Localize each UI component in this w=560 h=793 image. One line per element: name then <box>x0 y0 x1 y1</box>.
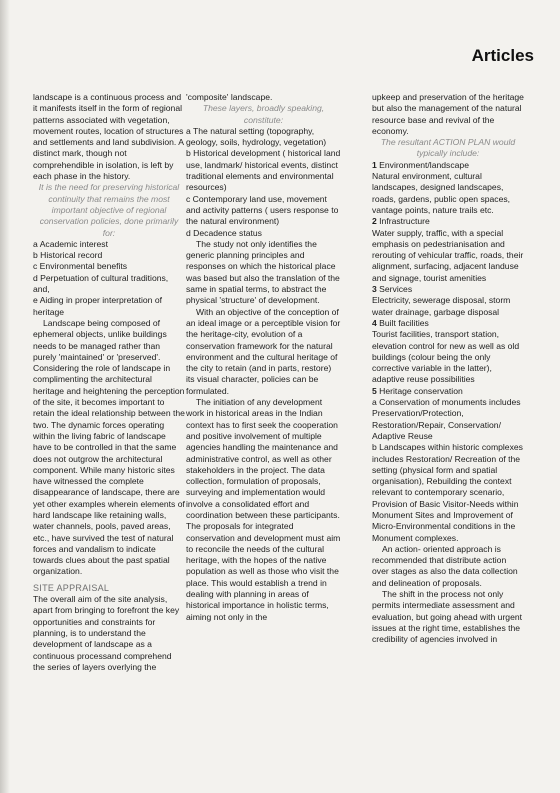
paragraph: The study not only identifies the generic planning principles and responses on which the historical place was based but also the translation of the same in spatial terms, to abstract the physical 'structure' of development. <box>186 238 340 306</box>
list-item: c Contemporary land use, movement and activity patterns ( users response to the natural environment) <box>186 193 339 227</box>
section-heading: SITE APPRAISAL <box>33 582 110 593</box>
paragraph: upkeep and preservation of the heritage but also the management of the natural resource base and revival of the economy. <box>372 92 524 136</box>
item-number: 4 <box>372 317 377 328</box>
paragraph: With an objective of the conception of an ideal image or a perceptible vision for the heritage-city, evolution of a conservation framework for the natural environment and the cultural heritage of the city to retain (and in parts, restore) its visual character, policies can be formulated. <box>186 306 341 396</box>
paragraph: The shift in the process not only permits intermediate assessment and evaluation, but going ahead with urgent issues at the right time, establishes the credibility of agencies involved in <box>372 589 523 645</box>
item-title: Built facilities <box>379 317 429 328</box>
paragraph: landscape is a continuous process and it manifests itself in the form of regional patterns associated with vegetation, movement routes, location of structures and settlements and land subdivision. A distinct mark, though not comprehendible in isolation, is left by each phase in the history. <box>33 92 184 182</box>
paragraph: The initiation of any development work in historical areas in the Indian context has to first seek the cooperation and positive involvement of multiple agencies handling the maintenance and administrative control, as well as other stakeholders in the project. The data collection, formulation of proposals, surveying and implementation would involve a consolidated effort and coordination between these participants. The proposals for integrated conservation and development must aim to reconcile the needs of the cultural heritage, with the hopes of the native population as well as those who visit the place. This would establish a trend in dealing with planning in areas of historical importance in holistic terms, aiming not only in the <box>186 397 341 622</box>
plan-item-title <box>372 386 524 397</box>
list-item: e Aiding in proper interpretation of heritage <box>33 295 162 317</box>
list-item: d Decadence status <box>186 227 262 238</box>
list-item: b Historical record <box>33 250 103 261</box>
list-item: c Environmental benefits <box>33 261 128 272</box>
paragraph: 'composite' landscape. <box>186 92 273 102</box>
list-item: a The natural setting (topography, geology, soils, hydrology, vegetation) <box>186 125 327 148</box>
italic-caption: These layers, broadly speaking, constitute: <box>202 103 325 125</box>
plan-item-title <box>372 284 524 295</box>
plan-item-body: Water supply, traffic, with a special emphasis on pedestrianisation and rerouting of vehicular traffic, roads, their alignment, surfacing, adjacent landuse and signage, tourist amenities <box>372 227 524 283</box>
item-title: Infrastructure <box>379 216 430 227</box>
list-item: d Perpetuation of cultural traditions, and, <box>33 272 169 295</box>
paragraph: An action- oriented approach is recommended that distribute action over stages as also the data collection and delineation of proposals. <box>372 543 518 588</box>
plan-item-body: Electricity, sewerage disposal, storm water drainage, garbage disposal <box>372 295 511 317</box>
section-title: Articles <box>471 46 534 65</box>
plan-item-body: Tourist facilities, transport station, elevation control for new as well as old buildings (colour being the only corrective variable in the latter), adaptive reuse possibilities <box>372 329 520 385</box>
plan-item-title <box>372 216 524 227</box>
paragraph: Landscape being composed of ephemeral objects, unlike buildings needs to be managed rather than purely 'maintained' or 'preserved'. Considering the role of landscape in complimenting the architectural heritage and heightening the perception of the site, it becomes important to retain the ideal relationship between the two. The dynamic forces operating within the living fabric of landscape have to be controlled in that the same does not outgrow the architectural component. While many historic sites have witnessed the complete disappearance of landscape, there are yet other examples wherein elements of hard landscape like retaining walls, water channels, pools, paved areas, etc., have survived the test of natural forces and vandalism to indicate towards clues about the past spatial organization. <box>33 317 185 577</box>
list-item: b Historical development ( historical land use, landmark/ historical events, distinct traditional elements and environmental resources) <box>186 148 341 193</box>
item-title: Environment/landscape <box>379 159 469 170</box>
paragraph: The overall aim of the site analysis, apart from bringing to forefront the key opportunities and constraints for planning, is to understand the development of landscape as a continuous processand comprehend the series of layers overlying the <box>33 594 180 672</box>
plan-item-title <box>372 318 524 329</box>
item-title: Heritage conservation <box>379 385 463 396</box>
plan-item-body: a Conservation of monuments includes Preservation/Protection, Restoration/Repair, Conservation/ Adaptive Reuse b Landscapes within historic complexes includes Restoration/ Recreation of the setting (physical form and spatial organisation), Rebuilding the context relevant to contemporary scenario, Provision of Basic Visitor-Needs within Monument Sites and Improvement of Micro-Environmental conditions in the Monument complexes. <box>372 397 523 543</box>
item-number: 5 <box>372 385 377 396</box>
item-title: Services <box>379 284 413 295</box>
column-right <box>372 92 524 646</box>
column-left <box>33 92 185 673</box>
column-middle <box>186 92 341 623</box>
italic-caption: It is the need for preserving historical continuity that remains the most important objective of regional conservation policies, done primarily for: <box>38 182 180 238</box>
plan-item-title <box>372 160 524 171</box>
item-number: 1 <box>372 159 377 170</box>
plan-item-body: Natural environment, cultural landscapes, designed landscapes, roads, gardens, public open spaces, vantage points, nature trails etc. <box>372 171 511 215</box>
item-number: 2 <box>372 216 377 227</box>
list-item: a Academic interest <box>33 238 108 249</box>
italic-caption: The resultant ACTION PLAN would typically include: <box>380 137 516 159</box>
item-number: 3 <box>372 284 377 295</box>
binding-shadow <box>0 0 10 793</box>
